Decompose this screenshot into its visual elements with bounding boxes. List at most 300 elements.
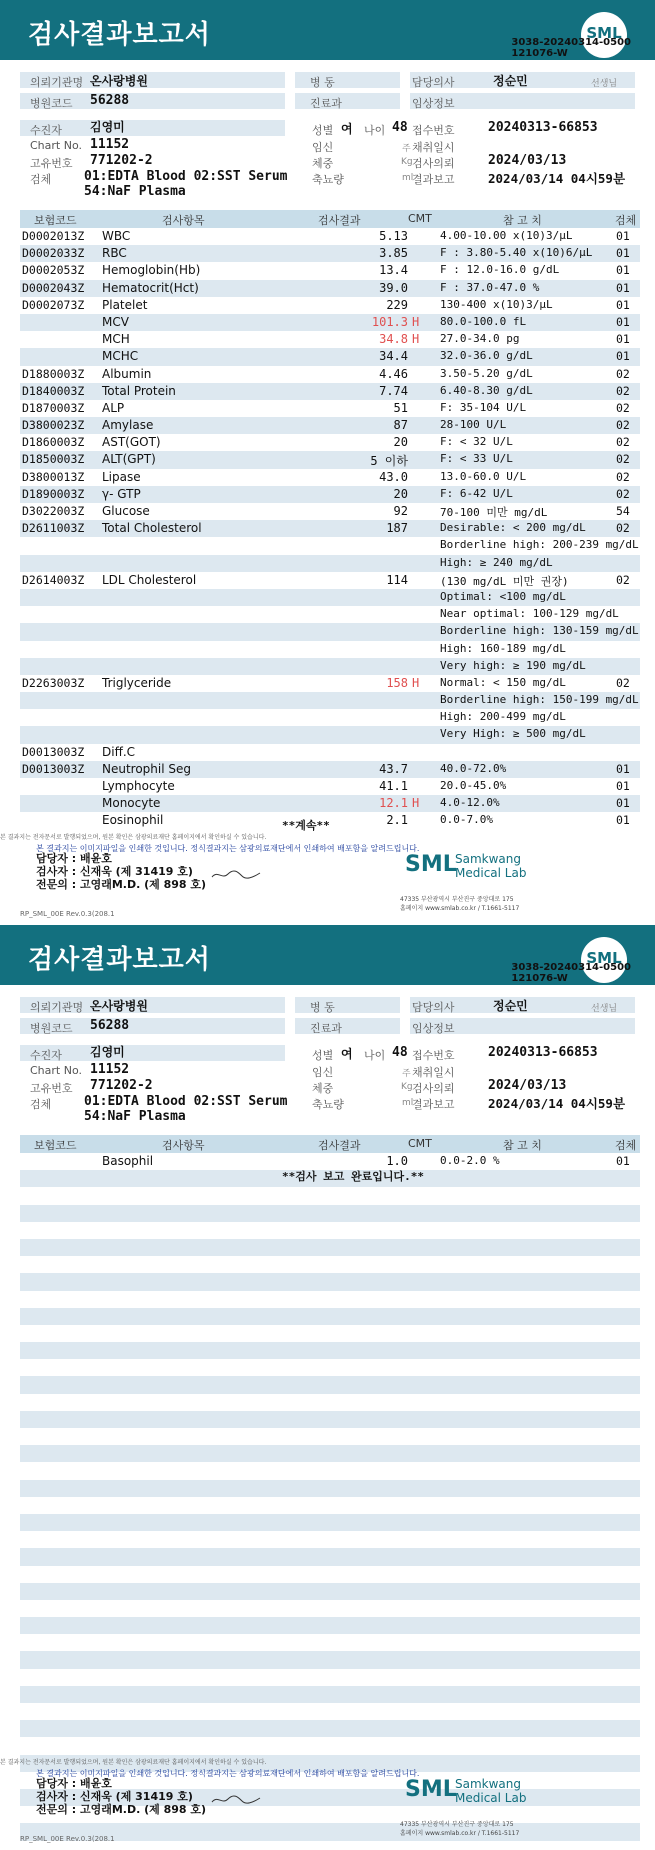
barcode-number: 3038-20240314-0500 121076-W bbox=[511, 37, 631, 59]
test-name: Hematocrit(Hct) bbox=[102, 280, 199, 295]
test-name: Diff.C bbox=[102, 744, 136, 759]
hospital-code-label: 병원코드 bbox=[30, 1022, 73, 1035]
test-result: 3.85 bbox=[379, 246, 408, 261]
table-header bbox=[20, 1135, 640, 1153]
col-specimen: 검체 bbox=[615, 1139, 637, 1152]
table-row bbox=[20, 486, 640, 503]
empty-row bbox=[20, 1445, 640, 1462]
specimen-code: 01 bbox=[616, 349, 630, 364]
staff-specialist: 전문의 : 고영래M.D. (제 898 호) bbox=[36, 1803, 207, 1816]
reference-range: 0.0-7.0% bbox=[440, 813, 493, 827]
reference-range: F: < 32 U/L bbox=[440, 435, 513, 449]
test-name: Eosinophil bbox=[102, 813, 164, 828]
test-result: 43.0 bbox=[379, 469, 408, 484]
test-result: 187 bbox=[386, 521, 408, 536]
reference-range: Desirable: < 200 mg/dL bbox=[440, 521, 586, 535]
test-result: 7.74 bbox=[379, 383, 408, 398]
urine-unit: ml bbox=[402, 1098, 414, 1108]
table-row bbox=[20, 555, 640, 572]
table-row bbox=[20, 641, 640, 658]
specimen-code: 01 bbox=[616, 314, 630, 329]
age-value: 48 bbox=[392, 120, 408, 135]
specimen-code: 01 bbox=[616, 246, 630, 261]
table-row bbox=[20, 572, 640, 589]
logo-text: SML bbox=[586, 949, 622, 967]
insurance-code: D2263003Z bbox=[22, 675, 85, 690]
empty-row bbox=[20, 1600, 640, 1617]
sex-value: 여 bbox=[341, 1047, 353, 1061]
test-name: Neutrophil Seg bbox=[102, 761, 192, 776]
collect-label: 채취일시 bbox=[412, 141, 455, 154]
specimen-code: 02 bbox=[616, 435, 630, 450]
results-table bbox=[20, 210, 640, 830]
reference-range: Borderline high: 150-199 mg/dL bbox=[440, 693, 639, 707]
empty-row bbox=[20, 1308, 640, 1325]
patient-label: 수진자 bbox=[30, 1049, 62, 1062]
preg-unit: 주 bbox=[402, 1069, 411, 1079]
test-name: ALP bbox=[102, 400, 125, 415]
table-row bbox=[20, 503, 640, 520]
col-cmt: CMT bbox=[408, 1137, 432, 1150]
empty-row bbox=[20, 1583, 640, 1600]
staff-tester: 검사자 : 신재욱 (제 31419 호) bbox=[36, 1790, 193, 1803]
reference-range: 20.0-45.0% bbox=[440, 779, 507, 792]
reference-range: Near optimal: 100-129 mg/dL bbox=[440, 607, 619, 621]
insurance-code: D1890003Z bbox=[22, 486, 85, 501]
table-row bbox=[20, 331, 640, 348]
table-header bbox=[20, 210, 640, 228]
insurance-code: D0002053Z bbox=[22, 263, 85, 278]
reference-range: 0.0-2.0 % bbox=[440, 1154, 500, 1167]
footer-address: 47335 부산광역시 부산진구 중앙대로 175 bbox=[400, 1821, 514, 1828]
chart-value: 11152 bbox=[90, 137, 130, 152]
result-flag: H bbox=[412, 332, 420, 347]
empty-row bbox=[20, 1651, 640, 1668]
specimen-code: 54 bbox=[616, 504, 630, 518]
weight-unit: Kg bbox=[401, 157, 413, 167]
id-value: 771202-2 bbox=[90, 1078, 153, 1093]
table-row bbox=[20, 314, 640, 331]
insurance-code: D3800013Z bbox=[22, 469, 85, 484]
specimen-code: 01 bbox=[616, 332, 630, 347]
form-code: RP_SML_00E Rev.0.3(208.1 bbox=[20, 910, 115, 918]
clinical-info-label: 임상정보 bbox=[412, 97, 455, 110]
table-row bbox=[20, 744, 640, 761]
empty-row bbox=[20, 1634, 640, 1651]
test-result: 1.0 bbox=[386, 1154, 408, 1168]
chart-label: Chart No. bbox=[30, 139, 82, 152]
hospital-code-value: 56288 bbox=[90, 93, 130, 108]
signature-image bbox=[210, 1793, 262, 1807]
col-result: 검사결과 bbox=[318, 1139, 361, 1152]
empty-row bbox=[20, 1548, 640, 1565]
table-row bbox=[20, 469, 640, 486]
empty-row bbox=[20, 1686, 640, 1703]
id-label: 고유번호 bbox=[30, 157, 73, 170]
specimen-value-1: 01:EDTA Blood 02:SST Serum bbox=[84, 1094, 288, 1109]
reference-range: F : 37.0-47.0 % bbox=[440, 280, 540, 294]
receipt-label: 접수번호 bbox=[412, 124, 455, 137]
specimen-code: 02 bbox=[616, 400, 630, 415]
empty-row bbox=[20, 1325, 640, 1342]
table-row bbox=[20, 520, 640, 537]
empty-row bbox=[20, 1222, 640, 1239]
test-result: 12.1 bbox=[379, 796, 408, 811]
table-row bbox=[20, 245, 640, 262]
test-result: 20 bbox=[393, 486, 408, 501]
specimen-value-2: 54:NaF Plasma bbox=[84, 1109, 186, 1124]
table-row bbox=[20, 812, 640, 829]
reference-range: F: 35-104 U/L bbox=[440, 400, 527, 414]
empty-row bbox=[20, 1617, 640, 1634]
sml-brand bbox=[405, 852, 535, 892]
empty-row bbox=[20, 1462, 640, 1479]
insurance-code: D1840003Z bbox=[22, 383, 85, 398]
doctor-suffix: 선생님 bbox=[591, 79, 618, 89]
request-label: 검사의뢰 bbox=[412, 157, 455, 170]
test-name: Basophil bbox=[102, 1154, 154, 1168]
col-cmt: CMT bbox=[408, 212, 432, 225]
specimen-code: 02 bbox=[616, 366, 630, 381]
result-flag: H bbox=[412, 675, 420, 690]
test-result: 39.0 bbox=[379, 280, 408, 295]
reference-range: 6.40-8.30 g/dL bbox=[440, 383, 533, 397]
insurance-code: D0013003Z bbox=[22, 744, 85, 759]
reference-range: Normal: < 150 mg/dL bbox=[440, 675, 566, 689]
staff-manager: 담당자 : 배윤호 bbox=[36, 1777, 112, 1790]
reference-range: 4.00-10.00 x(10)3/μL bbox=[440, 229, 573, 242]
specimen-code: 01 bbox=[616, 297, 630, 312]
results-table bbox=[20, 1135, 640, 1850]
ward-label: 병 동 bbox=[310, 1001, 335, 1014]
staff-manager: 담당자 : 배윤호 bbox=[36, 852, 112, 865]
sex-label: 성별 bbox=[312, 124, 334, 137]
staff-specialist: 전문의 : 고영래M.D. (제 898 호) bbox=[36, 878, 207, 891]
reference-range: (130 mg/dL 미만 권장) bbox=[440, 574, 569, 588]
empty-row bbox=[20, 1497, 640, 1514]
empty-row bbox=[20, 1376, 640, 1393]
table-row bbox=[20, 262, 640, 279]
doctor-label: 담당의사 bbox=[412, 1001, 455, 1014]
table-row bbox=[20, 778, 640, 795]
col-item: 검사항목 bbox=[162, 214, 205, 227]
age-label: 나이 bbox=[364, 124, 386, 137]
institution-value: 온사랑병원 bbox=[90, 999, 148, 1013]
hospital-code-label: 병원코드 bbox=[30, 97, 73, 110]
col-code: 보험코드 bbox=[34, 1139, 77, 1152]
form-code: RP_SML_00E Rev.0.3(208.1 bbox=[20, 1835, 115, 1843]
reference-range: F : 12.0-16.0 g/dL bbox=[440, 263, 560, 277]
specimen-code: 02 bbox=[616, 383, 630, 398]
specimen-label: 검체 bbox=[30, 1098, 52, 1111]
col-item: 검사항목 bbox=[162, 1139, 205, 1152]
insurance-code: D1850003Z bbox=[22, 452, 85, 467]
reference-range: High: 200-499 mg/dL bbox=[440, 710, 566, 724]
empty-row bbox=[20, 1531, 640, 1548]
empty-row bbox=[20, 1205, 640, 1222]
sml-brand-name: Samkwang Medical Lab bbox=[455, 1777, 527, 1805]
specimen-code: 01 bbox=[616, 761, 630, 776]
test-name: Platelet bbox=[102, 297, 148, 312]
specimen-code: 02 bbox=[616, 469, 630, 484]
empty-row bbox=[20, 1273, 640, 1290]
table-row bbox=[20, 400, 640, 417]
empty-row bbox=[20, 1239, 640, 1256]
table-row bbox=[20, 761, 640, 778]
col-ref: 참 고 치 bbox=[503, 1139, 542, 1152]
footer-staff bbox=[36, 1777, 206, 1816]
reference-range: 13.0-60.0 U/L bbox=[440, 469, 527, 483]
footer-notice: 본 결과지는 이미지파일을 인쇄한 것입니다. 정식결과지는 삼광의료재단에서 인쇄하여 배포함을 알려드립니다. bbox=[36, 1769, 420, 1778]
id-label: 고유번호 bbox=[30, 1082, 73, 1095]
specimen-code: 01 bbox=[616, 263, 630, 278]
empty-row bbox=[20, 1359, 640, 1376]
insurance-code: D3022003Z bbox=[22, 504, 85, 518]
reference-range: High: 160-189 mg/dL bbox=[440, 641, 566, 655]
test-name: Lymphocyte bbox=[102, 779, 175, 793]
report-value: 2024/03/14 04시59분 bbox=[488, 171, 626, 186]
patient-value: 김영미 bbox=[90, 1045, 125, 1059]
footer-staff bbox=[36, 852, 206, 891]
request-label: 검사의뢰 bbox=[412, 1082, 455, 1095]
table-row bbox=[20, 348, 640, 365]
test-result: 2.1 bbox=[386, 813, 408, 828]
report-title: 검사결과보고서 bbox=[28, 20, 211, 50]
specimen-code: 01 bbox=[616, 813, 630, 828]
ward-label: 병 동 bbox=[310, 76, 335, 89]
insurance-code: D0002043Z bbox=[22, 280, 85, 295]
sex-value: 여 bbox=[341, 122, 353, 136]
reference-range: F : 3.80-5.40 x(10)6/μL bbox=[440, 246, 593, 260]
reference-range: 3.50-5.20 g/dL bbox=[440, 366, 533, 380]
collect-label: 채취일시 bbox=[412, 1066, 455, 1079]
empty-row bbox=[20, 1514, 640, 1531]
test-result: 51 bbox=[393, 400, 408, 415]
col-result: 검사결과 bbox=[318, 214, 361, 227]
insurance-code: D2614003Z bbox=[22, 572, 85, 587]
insurance-code: D2611003Z bbox=[22, 521, 85, 536]
test-result: 229 bbox=[386, 297, 408, 312]
table-row bbox=[20, 726, 640, 743]
test-name: MCHC bbox=[102, 349, 139, 364]
reference-range: Borderline high: 200-239 mg/dL bbox=[440, 538, 639, 552]
test-name: γ- GTP bbox=[102, 486, 141, 501]
table-row bbox=[20, 606, 640, 623]
report-value: 2024/03/14 04시59분 bbox=[488, 1096, 626, 1111]
receipt-label: 접수번호 bbox=[412, 1049, 455, 1062]
chart-value: 11152 bbox=[90, 1062, 130, 1077]
empty-row bbox=[20, 1566, 640, 1583]
sml-mark: SML bbox=[405, 852, 457, 877]
result-flag: H bbox=[412, 314, 420, 329]
footer-phone: 홈페이지 www.smlab.co.kr / T.1661-5117 bbox=[400, 1830, 520, 1837]
sml-mark: SML bbox=[405, 1777, 457, 1802]
empty-row bbox=[20, 1737, 640, 1754]
reference-range: Borderline high: 130-159 mg/dL bbox=[440, 624, 639, 638]
doctor-label: 담당의사 bbox=[412, 76, 455, 89]
receipt-value: 20240313-66853 bbox=[488, 120, 598, 135]
test-result: 20 bbox=[393, 435, 408, 450]
report-label: 결과보고 bbox=[412, 1098, 455, 1111]
signature-image bbox=[210, 868, 262, 882]
test-result: 101.3 bbox=[371, 314, 408, 329]
table-row bbox=[20, 692, 640, 709]
col-ref: 참 고 치 bbox=[503, 214, 542, 227]
specimen-code: 02 bbox=[616, 572, 630, 587]
insurance-code: D1880003Z bbox=[22, 366, 85, 381]
empty-row bbox=[20, 1480, 640, 1497]
empty-row bbox=[20, 1256, 640, 1273]
table-row bbox=[20, 675, 640, 692]
age-value: 48 bbox=[392, 1045, 408, 1060]
reference-range: High: ≥ 240 mg/dL bbox=[440, 555, 553, 569]
footer-fine-print: 본 결과지는 전자문서로 발행되었으며, 원본 확인은 삼광의료재단 홈페이지에서 확인하실 수 있습니다. bbox=[0, 834, 267, 841]
table-row bbox=[20, 228, 640, 245]
empty-row bbox=[20, 1669, 640, 1686]
table-row bbox=[20, 795, 640, 812]
test-result: 5.13 bbox=[379, 229, 408, 243]
insurance-code: D1860003Z bbox=[22, 435, 85, 450]
patient-value: 김영미 bbox=[90, 120, 125, 134]
insurance-code: D0002073Z bbox=[22, 297, 85, 312]
dept-label: 진료과 bbox=[310, 97, 342, 110]
test-result: 34.4 bbox=[379, 349, 408, 364]
test-name: Total Protein bbox=[102, 383, 176, 398]
table-row bbox=[20, 280, 640, 297]
urine-label: 축뇨량 bbox=[312, 173, 344, 186]
doctor-value: 정순민 bbox=[493, 74, 528, 88]
table-row bbox=[20, 451, 640, 468]
report-page-2 bbox=[0, 925, 655, 1850]
insurance-code: D0002013Z bbox=[22, 229, 85, 243]
report-status-note: **검사 보고 완료입니다.** bbox=[282, 1170, 424, 1183]
table-row bbox=[20, 537, 640, 554]
test-name: Hemoglobin(Hb) bbox=[102, 263, 201, 278]
specimen-code: 01 bbox=[616, 796, 630, 811]
institution-label: 의뢰기관명 bbox=[30, 1001, 84, 1014]
test-name: MCH bbox=[102, 332, 130, 347]
test-name: Triglyceride bbox=[102, 675, 172, 690]
empty-row bbox=[20, 1394, 640, 1411]
col-code: 보험코드 bbox=[34, 214, 77, 227]
reference-range: 28-100 U/L bbox=[440, 418, 507, 432]
sml-brand bbox=[405, 1777, 535, 1817]
urine-unit: ml bbox=[402, 173, 414, 183]
test-name: Monocyte bbox=[102, 796, 161, 811]
reference-range: 80.0-100.0 fL bbox=[440, 314, 527, 328]
test-name: MCV bbox=[102, 314, 129, 329]
test-name: ALT(GPT) bbox=[102, 452, 156, 467]
footer-phone: 홈페이지 www.smlab.co.kr / T.1661-5117 bbox=[400, 905, 520, 912]
specimen-code: 02 bbox=[616, 486, 630, 501]
staff-tester: 검사자 : 신재욱 (제 31419 호) bbox=[36, 865, 193, 878]
sml-brand-name: Samkwang Medical Lab bbox=[455, 852, 527, 880]
request-value: 2024/03/13 bbox=[488, 153, 567, 168]
hospital-code-value: 56288 bbox=[90, 1018, 130, 1033]
test-name: WBC bbox=[102, 229, 131, 243]
test-result: 41.1 bbox=[379, 779, 408, 793]
test-name: AST(GOT) bbox=[102, 435, 161, 450]
test-name: Total Cholesterol bbox=[102, 521, 202, 536]
table-row bbox=[20, 658, 640, 675]
patient-label: 수진자 bbox=[30, 124, 62, 137]
reference-range: Optimal: <100 mg/dL bbox=[440, 589, 566, 603]
reference-range: Very High: ≥ 500 mg/dL bbox=[440, 727, 586, 741]
urine-label: 축뇨량 bbox=[312, 1098, 344, 1111]
report-status-note: **계속** bbox=[282, 819, 330, 832]
receipt-value: 20240313-66853 bbox=[488, 1045, 598, 1060]
insurance-code: D1870003Z bbox=[22, 400, 85, 415]
institution-value: 온사랑병원 bbox=[90, 74, 148, 88]
test-result: 34.8 bbox=[379, 332, 408, 347]
specimen-value-2: 54:NaF Plasma bbox=[84, 184, 186, 199]
test-result: 87 bbox=[393, 418, 408, 433]
test-result: 5 이하 bbox=[370, 454, 408, 469]
weight-unit: Kg bbox=[401, 1082, 413, 1092]
logo-text: SML bbox=[586, 24, 622, 42]
insurance-code: D0013003Z bbox=[22, 761, 85, 776]
weight-label: 체중 bbox=[312, 157, 334, 170]
empty-row bbox=[20, 1428, 640, 1445]
weight-label: 체중 bbox=[312, 1082, 334, 1095]
test-name: Lipase bbox=[102, 469, 141, 484]
result-flag: H bbox=[412, 796, 420, 811]
test-name: Amylase bbox=[102, 418, 154, 433]
insurance-code: D3800023Z bbox=[22, 418, 85, 433]
specimen-value-1: 01:EDTA Blood 02:SST Serum bbox=[84, 169, 288, 184]
reference-range: 27.0-34.0 pg bbox=[440, 332, 520, 346]
preg-label: 임신 bbox=[312, 1066, 334, 1079]
reference-range: 70-100 미만 mg/dL bbox=[440, 506, 548, 519]
reference-range: F: 6-42 U/L bbox=[440, 486, 513, 500]
test-result: 13.4 bbox=[379, 263, 408, 278]
sex-label: 성별 bbox=[312, 1049, 334, 1062]
col-specimen: 검체 bbox=[615, 214, 637, 227]
test-name: Albumin bbox=[102, 366, 152, 381]
test-name: RBC bbox=[102, 246, 127, 261]
reference-range: Very high: ≥ 190 mg/dL bbox=[440, 658, 586, 672]
reference-range: 4.0-12.0% bbox=[440, 796, 500, 810]
table-row bbox=[20, 383, 640, 400]
preg-label: 임신 bbox=[312, 141, 334, 154]
dept-label: 진료과 bbox=[310, 1022, 342, 1035]
table-row bbox=[20, 297, 640, 314]
test-name: Glucose bbox=[102, 504, 150, 518]
table-row bbox=[20, 434, 640, 451]
specimen-code: 02 bbox=[616, 675, 630, 690]
id-value: 771202-2 bbox=[90, 153, 153, 168]
age-label: 나이 bbox=[364, 1049, 386, 1062]
empty-row bbox=[20, 1342, 640, 1359]
reference-range: F: < 33 U/L bbox=[440, 452, 513, 466]
empty-row bbox=[20, 1291, 640, 1308]
report-label: 결과보고 bbox=[412, 173, 455, 186]
table-row bbox=[20, 366, 640, 383]
clinical-info-label: 임상정보 bbox=[412, 1022, 455, 1035]
reference-range: 40.0-72.0% bbox=[440, 761, 507, 775]
table-row bbox=[20, 709, 640, 726]
test-result: 158 bbox=[386, 675, 408, 690]
test-result: 43.7 bbox=[379, 761, 408, 776]
footer-address: 47335 부산광역시 부산진구 중앙대로 175 bbox=[400, 896, 514, 903]
footer-fine-print: 본 결과지는 전자문서로 발행되었으며, 원본 확인은 삼광의료재단 홈페이지에서 확인하실 수 있습니다. bbox=[0, 1759, 267, 1766]
specimen-code: 02 bbox=[616, 521, 630, 536]
test-name: LDL Cholesterol bbox=[102, 572, 197, 587]
table-row bbox=[20, 417, 640, 434]
specimen-code: 02 bbox=[616, 452, 630, 467]
footer-notice: 본 결과지는 이미지파일을 인쇄한 것입니다. 정식결과지는 삼광의료재단에서 인쇄하여 배포함을 알려드립니다. bbox=[36, 844, 420, 853]
test-result: 4.46 bbox=[379, 366, 408, 381]
